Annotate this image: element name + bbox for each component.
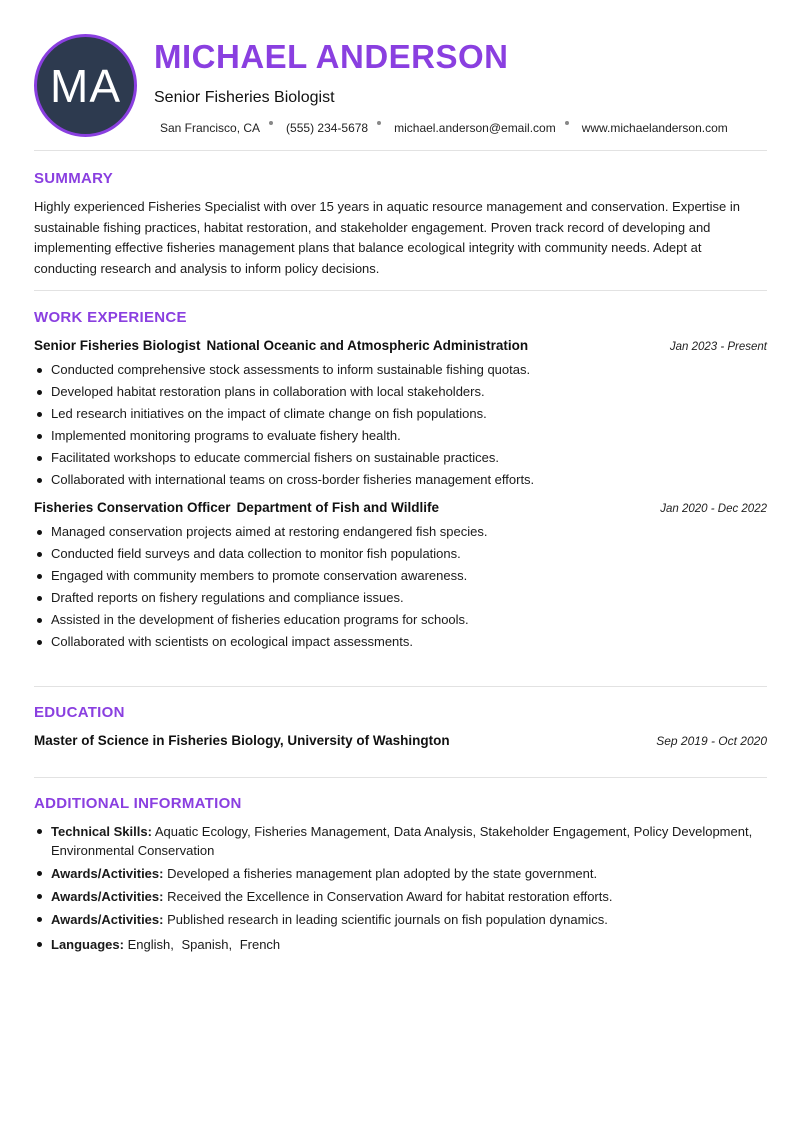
list-item: Led research initiatives on the impact of climate change on fish populations. <box>34 403 767 425</box>
item-text: Published research in leading scientific journals on fish population dynamics. <box>167 912 608 927</box>
list-item <box>34 864 767 883</box>
job-dates: Jan 2020 - Dec 2022 <box>660 503 767 515</box>
item-text: Developed a fisheries management plan adopted by the state government. <box>167 866 598 881</box>
dot-separator <box>565 121 569 125</box>
job-role: Senior Fisheries Biologist <box>34 338 201 353</box>
contact-email[interactable]: michael.anderson@email.com <box>394 121 556 135</box>
job-entry <box>34 338 767 491</box>
divider <box>34 686 767 687</box>
list-item: Assisted in the development of fisheries education programs for schools. <box>34 609 767 631</box>
summary-section <box>34 170 767 279</box>
list-item <box>34 887 767 906</box>
section-title: ADDITIONAL INFORMATION <box>34 795 242 812</box>
job-header <box>34 500 767 515</box>
language: French <box>239 937 281 952</box>
education-entry <box>34 733 767 748</box>
job-bullets <box>34 521 767 653</box>
contact-website[interactable]: www.michaelanderson.com <box>581 121 728 135</box>
item-label: Awards/Activities: <box>51 889 164 904</box>
additional-section <box>34 795 767 958</box>
resume-header <box>34 34 767 138</box>
job-entry <box>34 500 767 653</box>
job-bullets <box>34 359 767 491</box>
list-item <box>34 822 767 860</box>
job-org: Department of Fish and Wildlife <box>236 500 439 515</box>
divider <box>34 777 767 778</box>
list-item: Implemented monitoring programs to evaluate fishery health. <box>34 425 767 447</box>
additional-list <box>34 822 767 954</box>
contact-phone: (555) 234-5678 <box>286 121 369 135</box>
job-dates: Jan 2023 - Present <box>669 341 767 353</box>
list-item: Conducted comprehensive stock assessments to inform sustainable fishing quotas. <box>34 359 767 381</box>
list-item: Engaged with community members to promote conservation awareness. <box>34 565 767 587</box>
summary-text: Highly experienced Fisheries Specialist with over 15 years in aquatic resource management and conservation. Expertise in sustainable fishing practices, habitat restoration, and stakeholder engagement. Proven track record of developing and implementing effective fisheries management plans that balance ecological integrity with community needs. Adept at conducting research and analysis to inform policy decisions. <box>34 199 740 276</box>
list-item: Facilitated workshops to educate commercial fishers on sustainable practices. <box>34 447 767 469</box>
item-label: Awards/Activities: <box>51 912 164 927</box>
list-item: Drafted reports on fishery regulations and compliance issues. <box>34 587 767 609</box>
list-item: Conducted field surveys and data collection to monitor fish populations. <box>34 543 767 565</box>
contact-bar <box>160 121 728 135</box>
job-header <box>34 338 767 353</box>
section-title: EDUCATION <box>34 704 125 721</box>
candidate-title: Senior Fisheries Biologist <box>154 89 335 106</box>
item-text: Received the Excellence in Conservation Award for habitat restoration efforts. <box>167 889 613 904</box>
list-item: Managed conservation projects aimed at restoring endangered fish species. <box>34 521 767 543</box>
item-label: Languages: <box>51 937 124 952</box>
divider <box>34 290 767 291</box>
candidate-name: MICHAEL ANDERSON <box>154 38 509 75</box>
list-item <box>34 935 767 954</box>
section-title: SUMMARY <box>34 170 114 187</box>
language: Spanish, <box>181 937 233 952</box>
list-item: Collaborated with international teams on cross-border fisheries management efforts. <box>34 469 767 491</box>
dot-separator <box>269 121 273 125</box>
avatar: MA <box>34 34 137 137</box>
list-item <box>34 910 767 929</box>
contact-location: San Francisco, CA <box>160 121 261 135</box>
list-item: Developed habitat restoration plans in collaboration with local stakeholders. <box>34 381 767 403</box>
item-label: Technical Skills: <box>51 824 152 839</box>
job-org: National Oceanic and Atmospheric Administration <box>206 338 529 353</box>
list-item: Collaborated with scientists on ecological impact assessments. <box>34 631 767 653</box>
section-title: WORK EXPERIENCE <box>34 309 187 326</box>
experience-section <box>34 309 767 653</box>
degree: Master of Science in Fisheries Biology, University of Washington <box>34 733 450 748</box>
dot-separator <box>377 121 381 125</box>
divider <box>34 150 767 151</box>
item-label: Awards/Activities: <box>51 866 164 881</box>
education-section <box>34 704 767 748</box>
language: English, <box>127 937 174 952</box>
item-text: Aquatic Ecology, Fisheries Management, Data Analysis, Stakeholder Engagement, Policy Development, Environmental Conservation <box>51 824 753 858</box>
education-dates: Sep 2019 - Oct 2020 <box>656 734 767 748</box>
job-role: Fisheries Conservation Officer <box>34 500 231 515</box>
